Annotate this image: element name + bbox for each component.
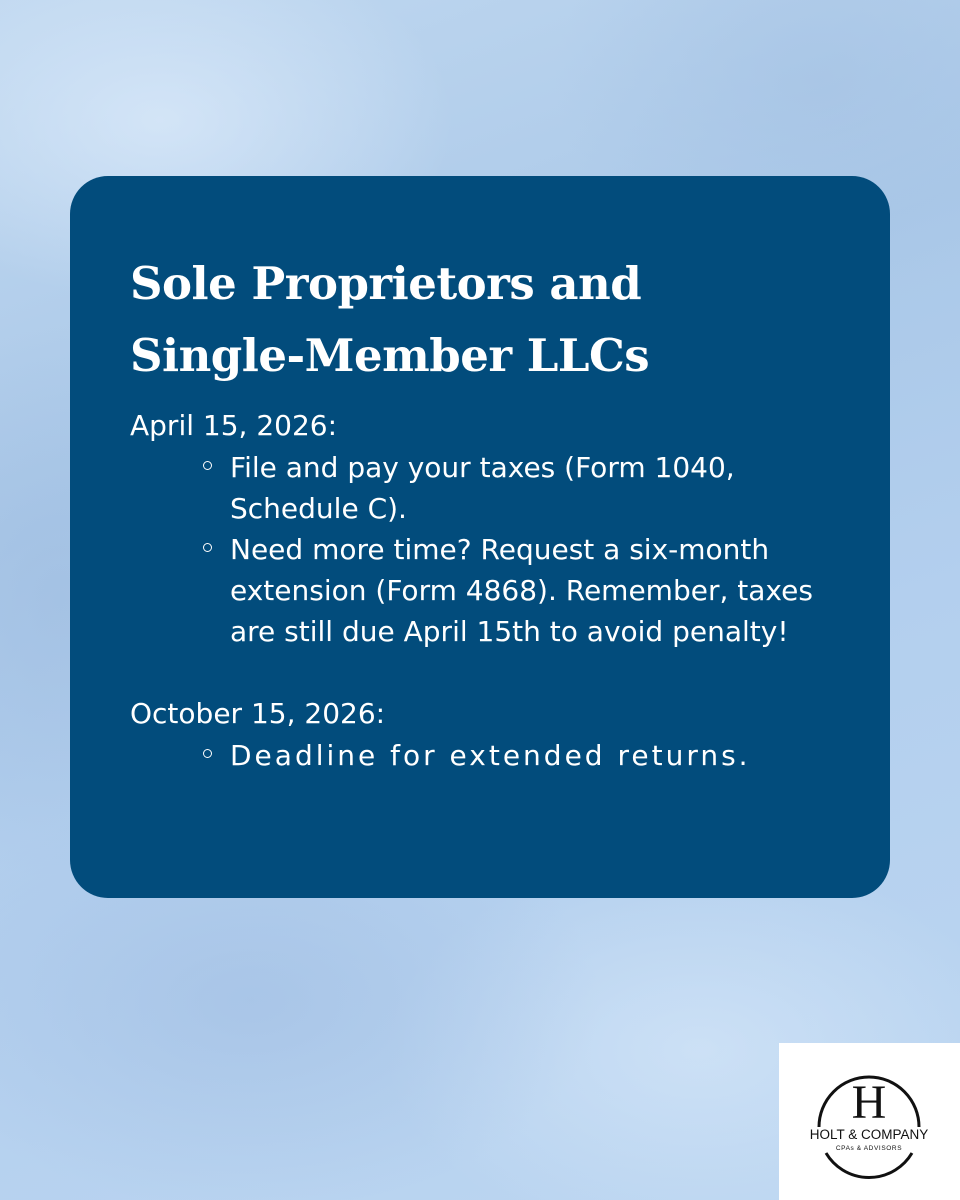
list-item-text: Deadline for extended returns. xyxy=(230,739,751,772)
logo-monogram: H xyxy=(851,1076,887,1129)
list-item-text: File and pay your taxes (Form 1040, Schedule C). xyxy=(230,451,735,525)
logo-company-name: HOLT & COMPANY xyxy=(809,1127,929,1142)
list-item-text: Need more time? Request a six-month extension (Form 4868). Remember, taxes are still due April 15th to avoid penalty! xyxy=(230,533,813,648)
april-items-list xyxy=(130,447,830,652)
october-items-list xyxy=(130,735,830,776)
list-item xyxy=(230,529,830,652)
list-item xyxy=(230,735,830,776)
company-logo xyxy=(779,1043,960,1200)
circle-bullet-icon xyxy=(203,461,212,470)
section-date-october: October 15, 2026: xyxy=(130,697,386,730)
section-date-april: April 15, 2026: xyxy=(130,409,338,442)
logo-tagline: CPAs & ADVISORS xyxy=(835,1145,903,1152)
circle-bullet-icon xyxy=(203,749,212,758)
company-logo-graphic xyxy=(779,1043,960,1200)
circle-bullet-icon xyxy=(203,543,212,552)
deadline-card xyxy=(70,176,890,898)
card-title: Sole Proprietors and Single-Member LLCs xyxy=(130,257,650,382)
logo-ring-bottom xyxy=(826,1153,912,1177)
list-item xyxy=(230,447,830,529)
